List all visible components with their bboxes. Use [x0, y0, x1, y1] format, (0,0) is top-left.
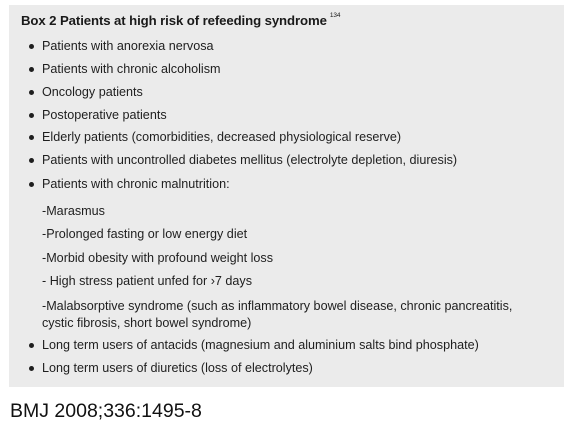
list-item: Patients with uncontrolled diabetes mellitus (electrolyte depletion, diuresis) [42, 153, 458, 167]
box-title-reference: 134 [329, 12, 341, 19]
bullet-icon [29, 44, 34, 49]
list-item: Patients with chronic alcoholism [42, 62, 221, 76]
sub-list-item-continuation: cystic fibrosis, short bowel syndrome) [42, 316, 252, 330]
bullet-icon [29, 67, 34, 72]
list-item: Patients with chronic malnutrition: [42, 177, 230, 191]
sub-list-item: -Morbid obesity with profound weight loss [42, 251, 273, 265]
citation: BMJ 2008;336:1495-8 [10, 400, 202, 422]
sub-list-item: -Malabsorptive syndrome (such as inflammatory bowel disease, chronic pancreatitis, [42, 299, 513, 313]
list-item: Long term users of antacids (magnesium and aluminium salts bind phosphate) [42, 338, 479, 352]
box-title-text: Box 2 Patients at high risk of refeeding syndrome [21, 13, 327, 28]
bullet-icon [29, 343, 34, 348]
bullet-icon [29, 135, 34, 140]
sub-list-item: -Marasmus [42, 204, 105, 218]
sub-list-item: - High stress patient unfed for ›7 days [42, 274, 252, 288]
bullet-icon [29, 90, 34, 95]
bullet-icon [29, 366, 34, 371]
list-item: Patients with anorexia nervosa [42, 39, 214, 53]
list-item: Oncology patients [42, 85, 143, 99]
box-title [21, 13, 340, 28]
bullet-icon [29, 113, 34, 118]
list-item: Elderly patients (comorbidities, decreased physiological reserve) [42, 130, 402, 144]
bullet-icon [29, 158, 34, 163]
sub-list-item: -Prolonged fasting or low energy diet [42, 227, 248, 241]
bullet-icon [29, 182, 34, 187]
list-item: Long term users of diuretics (loss of electrolytes) [42, 361, 313, 375]
list-item: Postoperative patients [42, 108, 167, 122]
